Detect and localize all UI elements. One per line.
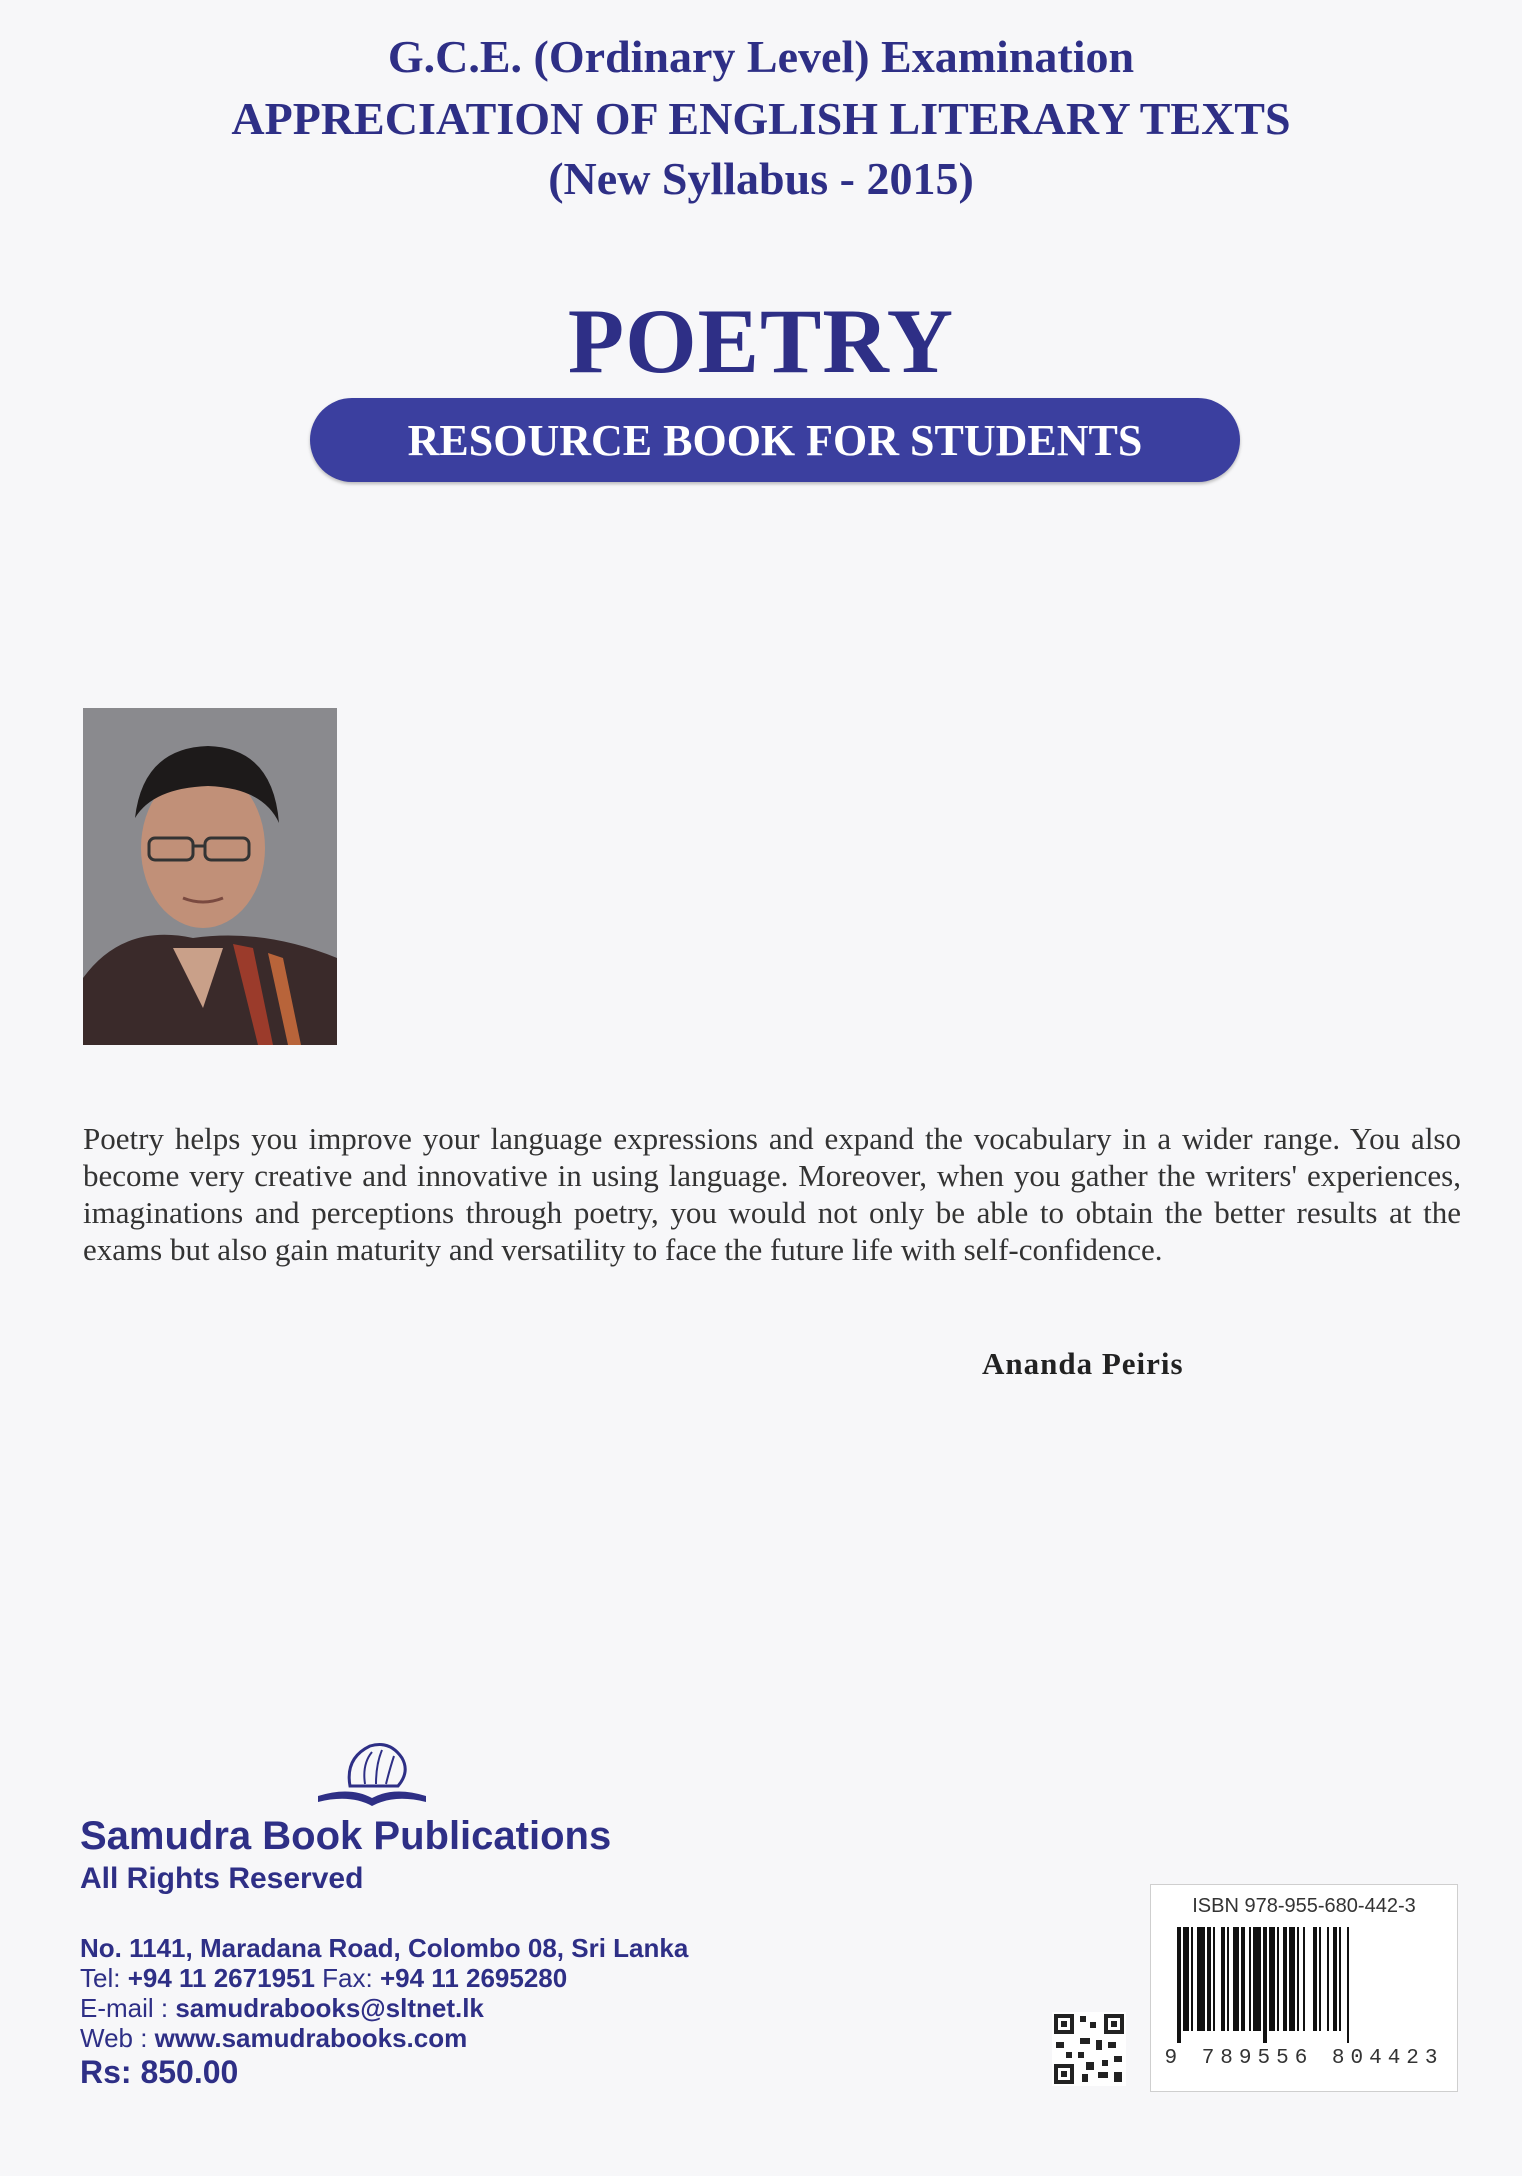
rights-notice: All Rights Reserved [80, 1862, 364, 1895]
header-line-subject: APPRECIATION OF ENGLISH LITERARY TEXTS [231, 93, 1291, 144]
web-address: www.samudrabooks.com [154, 2023, 468, 2053]
back-cover-blurb: Poetry helps you improve your language expressions and expand the vocabulary in a wider range. You also become very creative and innovative in using language. Moreover, when you gather the writers' experiences, imaginations and perceptions through poetry, you would not only be able to obtain the better results at the exams but also gain maturity and versatility to face the future life with self-confidence. [83, 1121, 1461, 1267]
author-portrait-image [83, 708, 337, 1045]
publisher-address: No. 1141, Maradana Road, Colombo 08, Sri Lanka [80, 1933, 689, 1963]
fax-label: Fax: [314, 1963, 380, 1993]
email-address: samudrabooks@sltnet.lk [175, 1993, 484, 2023]
header-line-syllabus: (New Syllabus - 2015) [548, 153, 974, 204]
web-label: Web : [80, 2023, 155, 2053]
isbn-barcode-block [1150, 1884, 1458, 2092]
author-photo [83, 708, 337, 1045]
header-line-exam: G.C.E. (Ordinary Level) Examination [387, 31, 1135, 82]
publisher-web-line [80, 2023, 467, 2054]
tel-number: +94 11 2671951 [127, 1963, 315, 1993]
qr-code-icon [1052, 2012, 1126, 2086]
author-name: Ananda Peiris [982, 1346, 1184, 1381]
subtitle-banner [310, 398, 1240, 482]
publisher-email-line [80, 1993, 484, 2024]
barcode-icon [1163, 1927, 1445, 2050]
isbn-label: ISBN 978-955-680-442-3 [1192, 1895, 1416, 1917]
price: Rs: 850.00 [80, 2054, 239, 2090]
book-title: POETRY [567, 290, 955, 392]
publisher-phone-line [80, 1963, 567, 1994]
email-label: E-mail : [80, 1993, 176, 2023]
publisher-name: Samudra Book Publications [80, 1814, 612, 1858]
isbn-digits: 9 789556 804423 [1164, 2047, 1444, 2070]
fax-number: +94 11 2695280 [379, 1963, 568, 1993]
subtitle-banner-text: RESOURCE BOOK FOR STUDENTS [407, 415, 1143, 465]
publisher-logo-icon [310, 1738, 434, 1821]
tel-label: Tel: [80, 1963, 128, 1993]
